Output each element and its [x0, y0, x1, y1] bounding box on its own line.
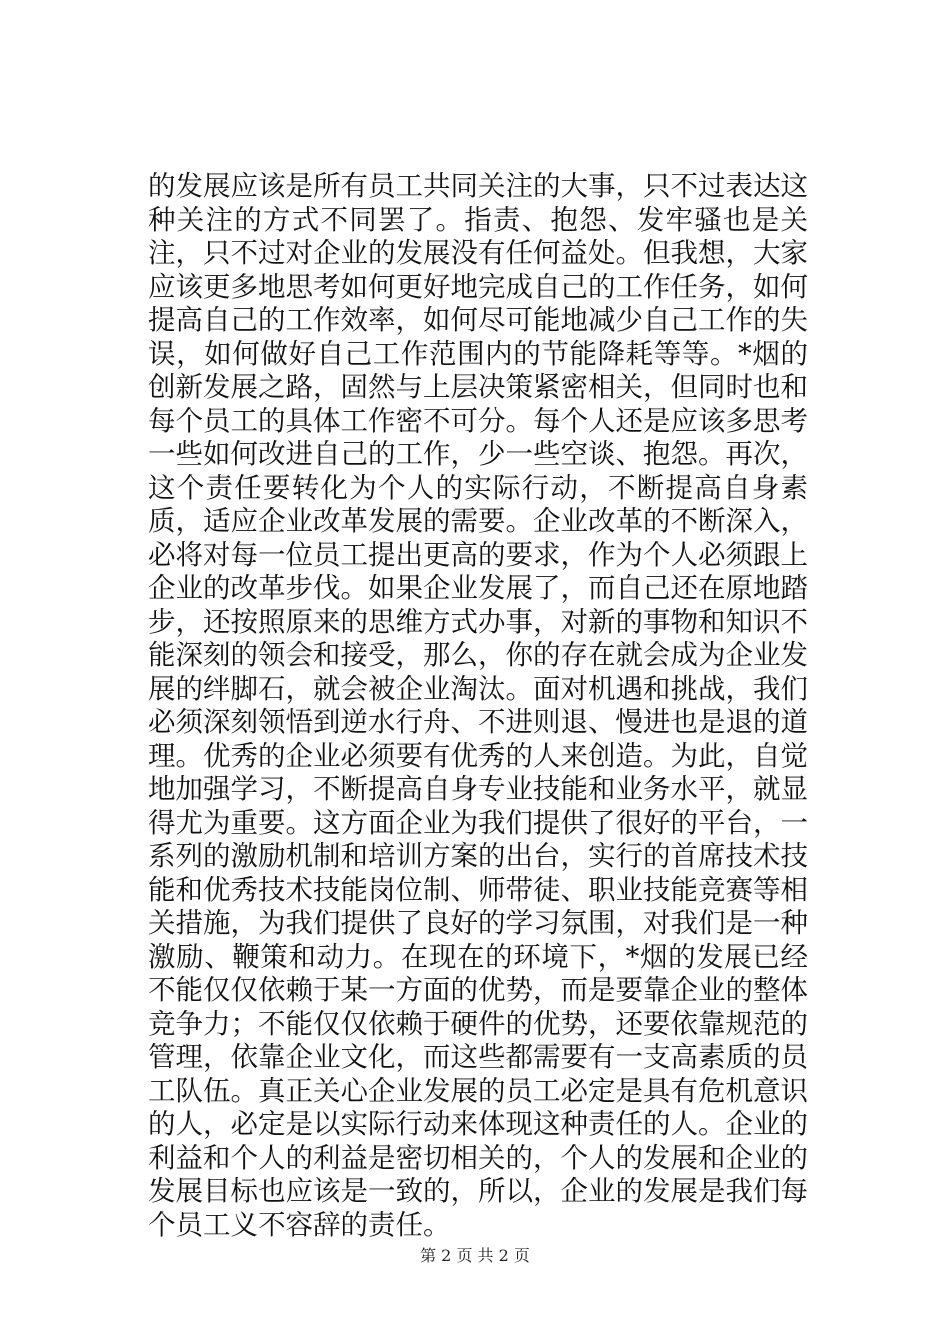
page-number-footer: 第 2 页 共 2 页 [420, 1246, 530, 1265]
body-paragraph: 的发展应该是所有员工共同关注的大事，只不过表达这种关注的方式不同罢了。指责、抱怨、发牢骚也是关注，只不过对企业的发展没有任何益处。但我想，大家应该更多地思考如何更好地完成自己的工作任务，如何提高自己的工作效率，如何尽可能地减少自己工作的失误，如何做好自己工作范围内的节能降耗等等。*烟的创新发展之路，固然与上层决策紧密相关，但同时也和每个员工的具体工作密不可分。每个人还是应该多思考一些如何改进自己的工作，少一些空谈、抱怨。再次，这个责任要转化为个人的实际行动，不断提高自身素质，适应企业改革发展的需要。企业改革的不断深入，必将对每一位员工提出更高的要求，作为个人必须跟上企业的改革步伐。如果企业发展了，而自己还在原地踏步，还按照原来的思维方式办事，对新的事物和知识不能深刻的领会和接受，那么，你的存在就会成为企业发展的绊脚石，就会被企业淘汰。面对机遇和挑战，我们必须深刻领悟到逆水行舟、不进则退、慢进也是退的道理。优秀的企业必须要有优秀的人来创造。为此，自觉地加强学习，不断提高自身专业技能和业务水平，就显得尤为重要。这方面企业为我们提供了很好的平台，一系列的激励机制和培训方案的出台，实行的首席技术技能和优秀技术技能岗位制、师带徒、职业技能竞赛等相关措施，为我们提供了良好的学习氛围，对我们是一种激励、鞭策和动力。在现在的环境下，*烟的发展已经不能仅仅依赖于某一方面的优势，而是要靠企业的整体竞争力；不能仅仅依赖于硬件的优势，还要依靠规范的管理，依靠企业文化，而这些都需要有一支高素质的员工队伍。真正关心企业发展的员工必定是具有危机意识的人，必定是以实际行动来体现这种责任的人。企业的利益和个人的利益是密切相关的，个人的发展和企业的发展目标也应该是一致的，所以，企业的发展是我们每个员工义不容辞的责任。 [148, 170, 808, 1241]
